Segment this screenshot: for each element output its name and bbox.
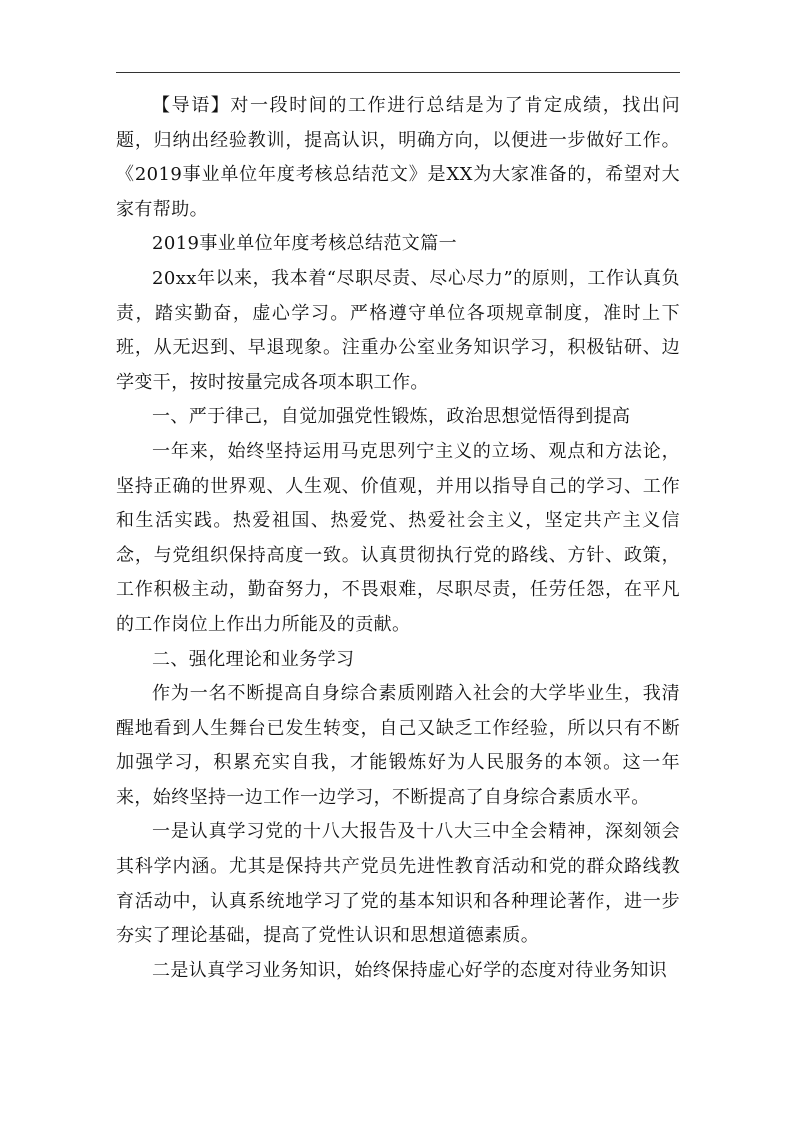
section-title: 2019事业单位年度考核总结范文篇一 bbox=[152, 233, 458, 255]
heading-1: 一、严于律己，自觉加强党性锻炼，政治思想觉悟得到提高 bbox=[152, 406, 631, 428]
body-paragraph: 一是认真学习党的十八大报告及十八大三中全会精神，深刻领会其科学内涵。尤其是保持共产党员先进性教育活动和党的群众路线教育活动中，认真系统地学习了党的基本知识和各种理论著作，进一步夯实了理论基础，提高了党性认识和思想道德素质。 bbox=[116, 821, 680, 947]
body-paragraph: 20xx年以来，我本着“尽职尽责、尽心尽力”的原则，工作认真负责，踏实勤奋，虚心学习。严格遵守单位各项规章制度，准时上下班，从无迟到、早退现象。注重办公室业务知识学习，积极钻研、边学变干，按时按量完成各项本职工作。 bbox=[116, 267, 680, 393]
heading-2: 二、强化理论和业务学习 bbox=[152, 648, 355, 670]
intro-paragraph: 【导语】对一段时间的工作进行总结是为了肯定成绩，找出问题，归纳出经验教训，提高认识，明确方向，以便进一步做好工作。《2019事业单位年度考核总结范文》是XX为大家准备的，希望对大家有帮助。 bbox=[116, 95, 680, 220]
header-rule bbox=[116, 72, 680, 73]
body-paragraph: 作为一名不断提高自身综合素质刚踏入社会的大学毕业生，我清醒地看到人生舞台已发生转变，自己又缺乏工作经验，所以只有不断加强学习，积累充实自我，才能锻炼好为人民服务的本领。这一年来，始终坚持一边工作一边学习，不断提高了自身综合素质水平。 bbox=[116, 683, 680, 808]
body-paragraph: 一年来，始终坚持运用马克思列宁主义的立场、观点和方法论，坚持正确的世界观、人生观、价值观，并用以指导自己的学习、工作和生活实践。热爱祖国、热爱党、热爱社会主义，坚定共产主义信念，与党组织保持高度一致。认真贯彻执行党的路线、方针、政策，工作积极主动，勤奋努力，不畏艰难，尽职尽责，任劳任怨，在平凡的工作岗位上作出力所能及的贡献。 bbox=[116, 440, 680, 635]
document-body bbox=[116, 89, 680, 988]
body-paragraph: 二是认真学习业务知识，始终保持虚心好学的态度对待业务知识 bbox=[152, 959, 668, 981]
